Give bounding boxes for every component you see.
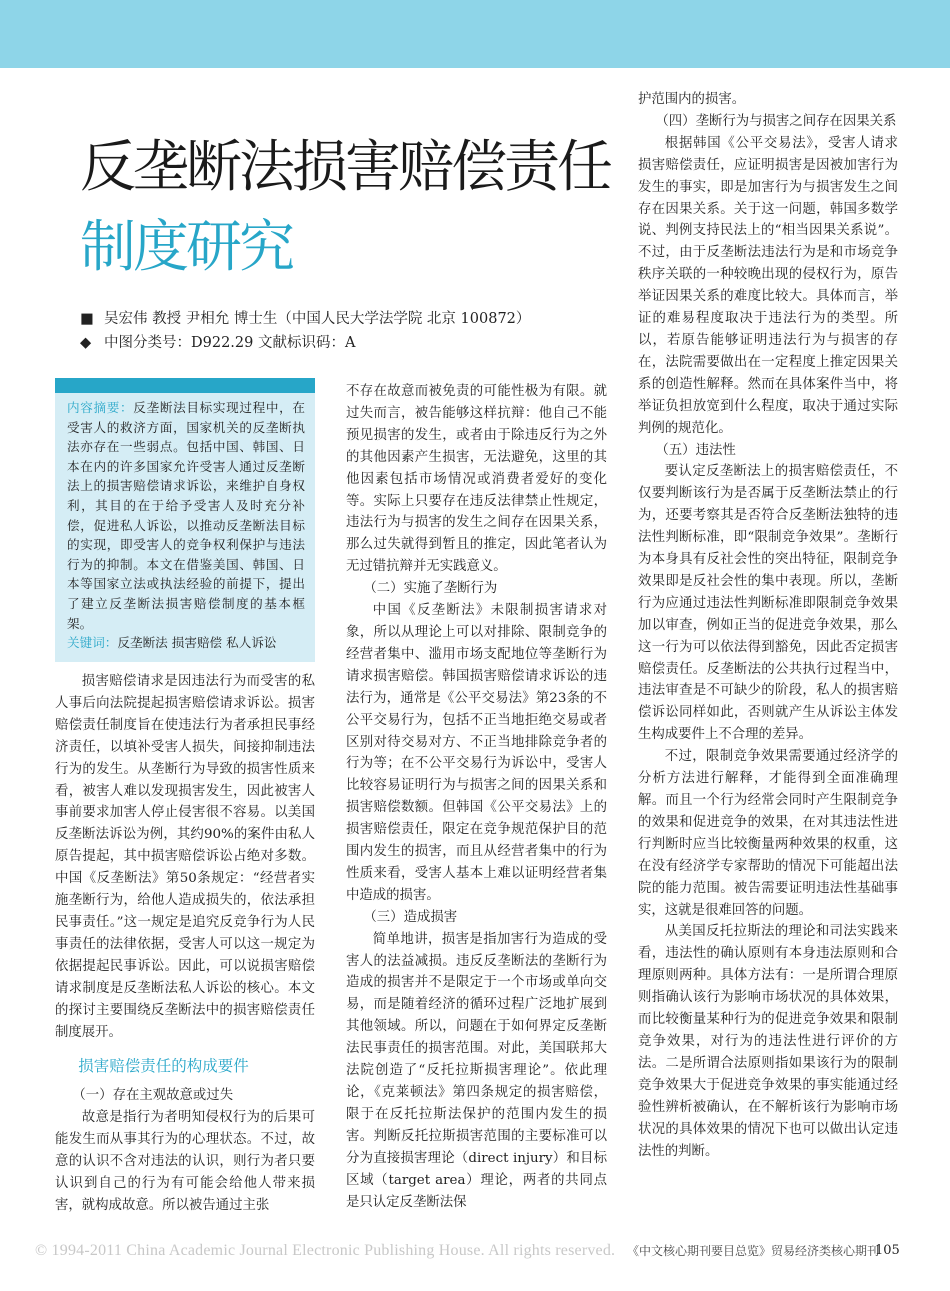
subsection-heading: （五）违法性	[655, 442, 736, 458]
column-3	[638, 89, 898, 1162]
abstract-header-bar	[55, 378, 315, 393]
paragraph: 要认定反垄断法上的损害赔偿责任，不仅要判断该行为是否属于反垄断法禁止的行为，还要考察其是否符合反垄断法独特的违法性判断标准，即“限制竞争效果”。垄断行为本身具有反社会性的突出特征，限制竞争效果即是反社会性的集中表现。所以，垄断行为应通过违法性判断标准即限制竞争效果加以审查，例如正当的促进竞争效果，那么这一行为可以依法得到豁免，因此否定损害赔偿责任。反垄断法的公共执行过程当中，违法审查是不可缺少的阶段，私人的损害赔偿诉讼同样如此，否则就产生从诉讼主体发生构成要件上不合理的差异。	[638, 464, 898, 743]
section-heading: 损害赔偿责任的构成要件	[78, 1057, 249, 1076]
abstract-label: 内容摘要：	[67, 400, 134, 415]
paragraph: 损害赔偿请求是因违法行为而受害的私人事后向法院提起损害赔偿请求诉讼。损害赔偿责任制度旨在使违法行为者承担民事经济责任，以填补受害人损失，间接抑制违法行为的发生。从垄断行为导致的损害性质来看，被害人难以发现损害发生，因此被害人事前要求加害人停止侵害很不容易。以美国反垄断法诉讼为例，其约90%的案件由私人原告提起，其中损害赔偿诉讼占绝对多数。中国《反垄断法》第50条规定：“经营者实施垄断行为，给他人造成损失的，依法承担民事责任。”这一规定是追究反竞争行为人民事责任的法律依据，受害人可以这一规定为依据提起民事诉讼。因此，可以说损害赔偿请求制度是反垄断法私人诉讼的核心。本文的探讨主要围绕反垄断法中的损害赔偿责任制度展开。	[55, 674, 315, 1040]
subsection-heading: （一）存在主观故意或过失	[72, 1088, 234, 1104]
keywords-label: 关键词：	[67, 635, 118, 651]
article-subtitle: 制度研究	[80, 215, 292, 280]
classification-line	[80, 333, 355, 353]
authors: 吴宏伟 教授 尹相允 博士生（中国人民大学法学院 北京 100872）	[104, 311, 531, 327]
paragraph: 中国《反垄断法》未限制损害请求对象，所以从理论上可以对排除、限制竞争的经营者集中、滥用市场支配地位等垄断行为请求损害赔偿。韩国损害赔偿请求诉讼的违法行为，通常是《公平交易法》第23条的不公平交易行为，包括不正当地拒绝交易或者区别对待交易对方、不正当地排除竞争者的行为等；在不公平交易行为诉讼中，受害人比较容易证明行为与损害之间的因果关系和损害赔偿数额。但韩国《公平交易法》上的损害赔偿责任，限定在竞争规范保护目的范围内发生的损害，而且从经营者集中的行为性质来看，受害人基本上难以证明经营者集中造成的损害。	[346, 603, 607, 903]
keywords: 反垄断法 损害赔偿 私人诉讼	[117, 635, 277, 651]
paragraph: 不存在故意而被免责的可能性极为有限。就过失而言，被告能够这样抗辩：他自己不能预见损害的发生，或者由于除违反行为之外的其他因素产生损害，无法避免，这里的其他因素包括市场情况或消费者爱好的变化等。实际上只要存在违反法律禁止性规定，违法行为与损害的发生之间存在因果关系，那么过失就得到暂且的推定，因此笔者认为无过错抗辩并无实践意义。	[346, 384, 607, 575]
journal-name: 《中文核心期刊要目总览》贸易经济类核心期刊	[627, 1244, 880, 1258]
paragraph: 护范围内的损害。	[638, 92, 746, 107]
square-bullet-icon: ■	[80, 311, 94, 327]
paragraph: 故意是指行为者明知侵权行为的后果可能发生而从事其行为的心理状态。不过，故意的认识不含对违法的认识，则行为者只要认识到自己的行为有可能会给他人带来损害，就构成故意。所以被告通过主张	[55, 1110, 315, 1213]
author-line	[80, 309, 530, 329]
abstract-box	[55, 378, 315, 662]
subsection-heading: （三）造成损害	[363, 909, 458, 925]
column-2	[346, 381, 607, 1213]
page-footer	[35, 1240, 915, 1262]
paragraph: 从美国反托拉斯法的理论和司法实践来看，违法性的确认原则有本身违法原则和合理原则两种。具体方法有：一是所谓合理原则指确认该行为影响市场状况的具体效果，而比较衡量某种行为的促进竞争效果和限制竞争效果，对行为的违法性进行评价的方法。二是所谓合法原则指如果该行为的限制竞争效果大于促进竞争效果的事实能通过经验性辨析被确认，在不解析该行为影响市场状况的具体效果的情况下也可以做出认定违法性的判断。	[638, 924, 898, 1159]
subsection-heading: （四）垄断行为与损害之间存在因果关系	[655, 113, 897, 129]
abstract-body: 反垄断法目标实现过程中，在受害人的救济方面，国家机关的反垄断执法亦存在一些弱点。包括中国、韩国、日本在内的许多国家允许受害人通过反垄断法上的损害赔偿请求诉讼，来维护自身权利，其目的在于给予受害人及时充分补偿，促进私人诉讼，以推动反垄断法目标的实现，即受害人的竞争权利保护与违法行为的抑制。本文在借鉴美国、韩国、日本等国家立法或执法经验的前提下，提出了建立反垄断法损害赔偿制度的基本框架。	[67, 400, 306, 631]
page-number: 105	[875, 1243, 900, 1258]
article-title: 反垄断法损害赔偿责任	[80, 135, 610, 200]
paragraph: 简单地讲，损害是指加害行为造成的受害人的法益减损。违反反垄断法的垄断行为造成的损害并不是限定于一个市场或单向交易，而是随着经济的循环过程广泛地扩展到其他领域。所以，问题在于如何界定反垄断法民事责任的损害范围。对此，美国联邦大法院创造了“反托拉斯损害理论”。依此理论，《克莱顿法》第四条规定的损害赔偿，限于在反托拉斯法保护的范围内发生的损害。判断反托拉斯损害范围的主要标准可以分为直接损害理论（direct injury）和目标区域（target area）理论，两者的共同点是只认定反垄断法保	[346, 931, 607, 1210]
paragraph: 根据韩国《公平交易法》，受害人请求损害赔偿责任，应证明损害是因被加害行为发生的事实，即是加害行为与损害发生之间存在因果关系。关于这一问题，韩国多数学说、判例支持民法上的“相当因果关系说”。不过，由于反垄断法违法行为是和市场竞争秩序关联的一种较晚出现的侵权行为，原告举证因果关系的难度比较大。具体而言，举证的难易程度取决于违法行为的类型。所以，若原告能够证明违法行为与损害的存在，法院需要做出在一定程度上推定因果关系的创造性解释。然而在具体案件当中，将举证负担放宽到什么程度，取决于通过实际判例的规范化。	[638, 135, 898, 436]
abstract-text	[55, 393, 315, 653]
diamond-bullet-icon: ◆	[80, 335, 92, 351]
paragraph: 不过，限制竞争效果需要通过经济学的分析方法进行解释，才能得到全面准确理解。而且一个行为经常会同时产生限制竞争的效果和促进竞争的效果，在对其违法性进行判断时应当比较衡量两种效果的权重，这在没有经济学专家帮助的情况下可能超出法院的能力范围。被告需要证明违法性基础事实，这就是很难回答的问题。	[638, 749, 898, 918]
column-1	[55, 671, 315, 1217]
top-color-band	[0, 0, 950, 68]
subsection-heading: （二）实施了垄断行为	[363, 581, 498, 597]
classification: 中图分类号：D922.29 文献标识码：A	[104, 335, 356, 351]
copyright-notice: © 1994-2011 China Academic Journal Electronic Publishing House. All rights reserved.	[35, 1242, 616, 1259]
